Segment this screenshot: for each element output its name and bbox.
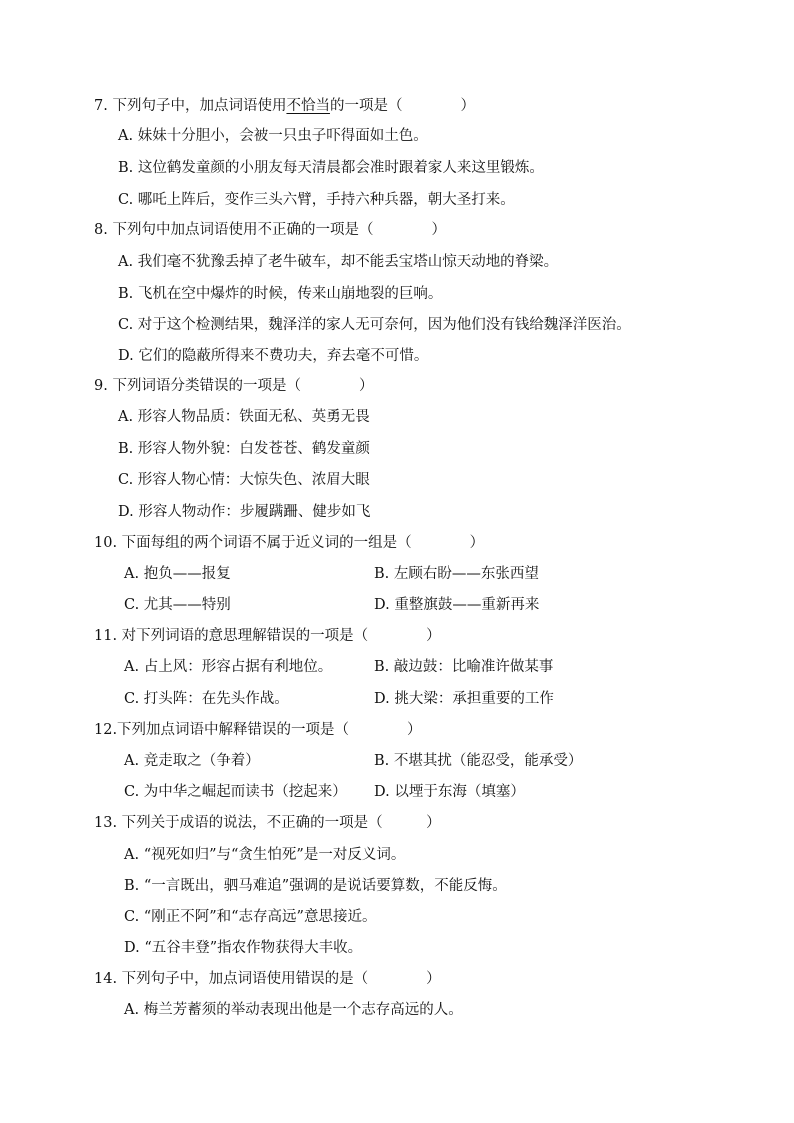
question-10-stem: 10. 下面每组的两个词语不属于近义词的一组是（ ）: [94, 535, 485, 551]
question-8-option-d: D. 它们的隐蔽所得来不费功夫，弃去毫不可惜。: [118, 348, 429, 364]
question-9-stem: 9. 下列词语分类错误的一项是（ ）: [94, 378, 374, 394]
question-10-option-b: B. 左顾右盼——东张西望: [374, 566, 539, 582]
underlined-phrase: 不恰当: [286, 98, 330, 114]
question-7-option-c: C. 哪吒上阵后，变作三头六臂，手持六种兵器，朝大圣打来。: [118, 192, 515, 208]
question-8-option-a: A. 我们毫不犹豫丢掉了老牛破车，却不能丢宝塔山惊天动地的脊梁。: [118, 254, 559, 270]
question-7-stem: 7. 下列句子中，加点词语使用不恰当的一项是（ ）: [94, 98, 475, 114]
question-13-option-d: D. “五谷丰登”指农作物获得大丰收。: [124, 940, 363, 956]
question-12-option-a: A. 竞走取之（争着）: [124, 753, 260, 769]
question-9-option-c: C. 形容人物心情：大惊失色、浓眉大眼: [118, 472, 370, 488]
question-8-stem: 8. 下列句中加点词语使用不正确的一项是（ ）: [94, 222, 446, 238]
question-11-stem: 11. 对下列词语的意思理解错误的一项是（ ）: [94, 628, 441, 644]
question-9-option-a: A. 形容人物品质：铁面无私、英勇无畏: [118, 409, 370, 425]
question-12-stem: 12.下列加点词语中解释错误的一项是（ ）: [94, 722, 422, 738]
question-11-option-d: D. 挑大梁：承担重要的工作: [374, 691, 554, 707]
question-10-option-d: D. 重整旗鼓——重新再来: [374, 597, 540, 613]
question-12-option-b: B. 不堪其扰（能忍受，能承受）: [374, 753, 583, 769]
question-12-option-c: C. 为中华之崛起而读书（挖起来）: [124, 784, 347, 800]
question-7-option-a: A. 妹妹十分胆小，会被一只虫子吓得面如土色。: [118, 128, 428, 144]
question-14-stem: 14. 下列句子中，加点词语使用错误的是（ ）: [94, 971, 441, 987]
question-7-option-b: B. 这位鹤发童颜的小朋友每天清晨都会准时跟着家人来这里锻炼。: [118, 160, 544, 176]
question-8-option-c: C. 对于这个检测结果，魏泽洋的家人无可奈何，因为他们没有钱给魏泽洋医治。: [118, 317, 631, 333]
question-12-option-d: D. 以堙于东海（填塞）: [374, 784, 525, 800]
question-9-option-b: B. 形容人物外貌：白发苍苍、鹤发童颜: [118, 441, 370, 457]
question-13-option-c: C. “刚正不阿”和“志存高远”意思接近。: [124, 909, 377, 925]
question-11-option-b: B. 敲边鼓：比喻准许做某事: [374, 659, 554, 675]
question-13-stem: 13. 下列关于成语的说法，不正确的一项是（ ）: [94, 815, 441, 831]
question-14-option-a: A. 梅兰芳蓄须的举动表现出他是一个志存高远的人。: [124, 1002, 463, 1018]
question-11-option-c: C. 打头阵：在先头作战。: [124, 691, 289, 707]
question-11-option-a: A. 占上风：形容占据有利地位。: [124, 659, 333, 675]
question-10-option-a: A. 抱负——报复: [124, 566, 231, 582]
question-9-option-d: D. 形容人物动作：步履蹒跚、健步如飞: [118, 504, 371, 520]
question-13-option-a: A. “视死如归”与“贪生怕死”是一对反义词。: [124, 847, 406, 863]
question-10-option-c: C. 尤其——特别: [124, 597, 231, 613]
question-13-option-b: B. “一言既出，驷马难追”强调的是说话要算数，不能反悔。: [124, 878, 507, 894]
question-8-option-b: B. 飞机在空中爆炸的时候，传来山崩地裂的巨响。: [118, 286, 443, 302]
